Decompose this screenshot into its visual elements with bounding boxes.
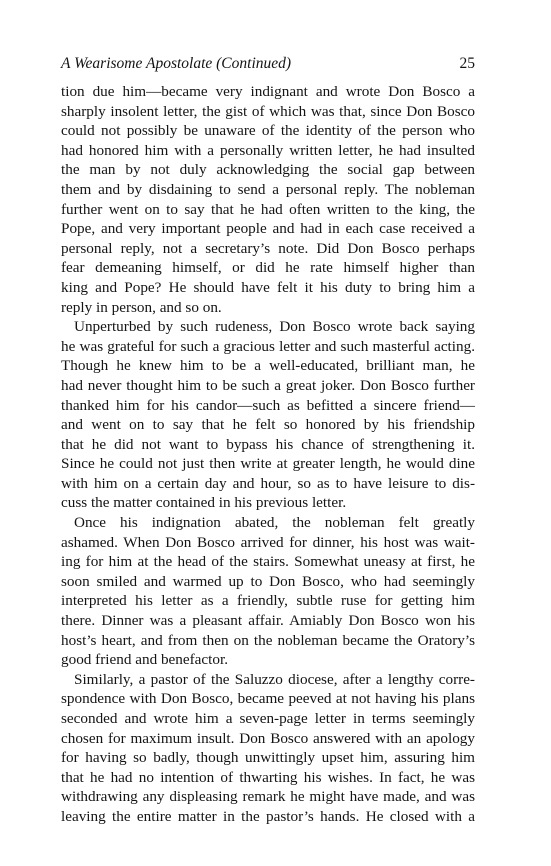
text-line: there. Dinner was a pleasant affair. Amiably Don Bosco won his: [61, 612, 475, 630]
text-line: them and by disdaining to send a personal reply. The nobleman: [61, 180, 475, 198]
text-line: host’s heart, and from then on the nobleman became the Oratory’s: [61, 631, 475, 649]
running-title: A Wearisome Apostolate (Continued): [61, 55, 292, 72]
text-line: seconded and wrote him a seven-page letter in terms seemingly: [61, 710, 475, 727]
text-line: personal reply, not a secretary’s note. Did Don Bosco perhaps: [61, 239, 475, 257]
text-line: interpreted his letter as a friendly, subtle ruse for getting him: [61, 592, 475, 610]
text-line: that he had no intention of thwarting his wishes. In fact, he was: [61, 768, 475, 786]
text-line: good friend and benefactor.: [61, 651, 228, 669]
text-line: Once his indignation abated, the nobleman felt greatly: [74, 514, 475, 532]
text-line: further went on to say that he had often written to the king, the: [61, 200, 475, 218]
text-line: soon smiled and warmed up to Don Bosco, who had seemingly: [61, 572, 475, 590]
text-line: Since he could not just then write at greater length, he would dine: [61, 455, 475, 473]
text-line: leaving the entire matter in the pastor’s hands. He closed with a: [61, 807, 475, 825]
text-line: king and Pope? He should have felt it his duty to bring him a: [61, 278, 475, 296]
text-line: ashamed. When Don Bosco arrived for dinner, his host was wait-: [61, 533, 475, 551]
text-line: the man by not duly acknowledging the social gap between: [61, 161, 475, 179]
running-header: [61, 53, 475, 75]
text-line: fear demeaning himself, or did he rate himself higher than: [61, 259, 475, 277]
text-line: had never thought him to be such a great joker. Don Bosco further: [61, 376, 475, 394]
text-line: Pope, and very important people and had in each case received a: [61, 220, 475, 238]
paragraph: [61, 513, 475, 670]
paragraph: [61, 82, 475, 317]
text-line: cuss the matter contained in his previous letter.: [61, 494, 347, 512]
paragraph: [61, 670, 475, 827]
text-line: he was grateful for such a gracious letter and such masterful acting.: [61, 337, 475, 355]
text-line: Similarly, a pastor of the Saluzzo diocese, after a lengthy corre-: [74, 670, 475, 688]
text-line: Unperturbed by such rudeness, Don Bosco wrote back saying: [74, 318, 475, 336]
text-line: tion due him—became very indignant and wrote Don Bosco a: [61, 83, 475, 100]
text-line: spondence with Don Bosco, became peeved at not having his plans: [61, 690, 475, 708]
text-line: could not possibly be unaware of the identity of the person who: [61, 122, 475, 140]
text-line: and went on to say that he felt so honored by his friendship: [61, 416, 475, 434]
text-line: Though he knew him to be a well-educated, brilliant man, he: [61, 357, 475, 375]
text-line: had honored him with a personally written letter, he had insulted: [61, 141, 475, 159]
text-line: sharply insolent letter, the gist of which was that, since Don Bosco: [61, 102, 475, 120]
text-line: withdrawing any displeasing remark he might have made, and was: [61, 788, 475, 806]
text-line: thanked him for his candor—such as befitted a sincere friend—: [61, 396, 475, 414]
text-line: reply in person, and so on.: [61, 298, 222, 316]
text-line: that he did not want to bypass his chance of strengthening it.: [61, 435, 475, 453]
page-number: 25: [459, 55, 475, 72]
body-text: [61, 82, 475, 827]
text-line: for having so badly, though unwittingly upset him, assuring him: [61, 749, 475, 767]
text-line: with him on a certain day and hour, so as to have leisure to dis-: [61, 474, 475, 492]
text-line: chosen for maximum insult. Don Bosco answered with an apology: [61, 729, 475, 747]
text-line: ing for him at the head of the stairs. Somewhat uneasy at first, he: [61, 553, 475, 571]
paragraph: [61, 317, 475, 513]
